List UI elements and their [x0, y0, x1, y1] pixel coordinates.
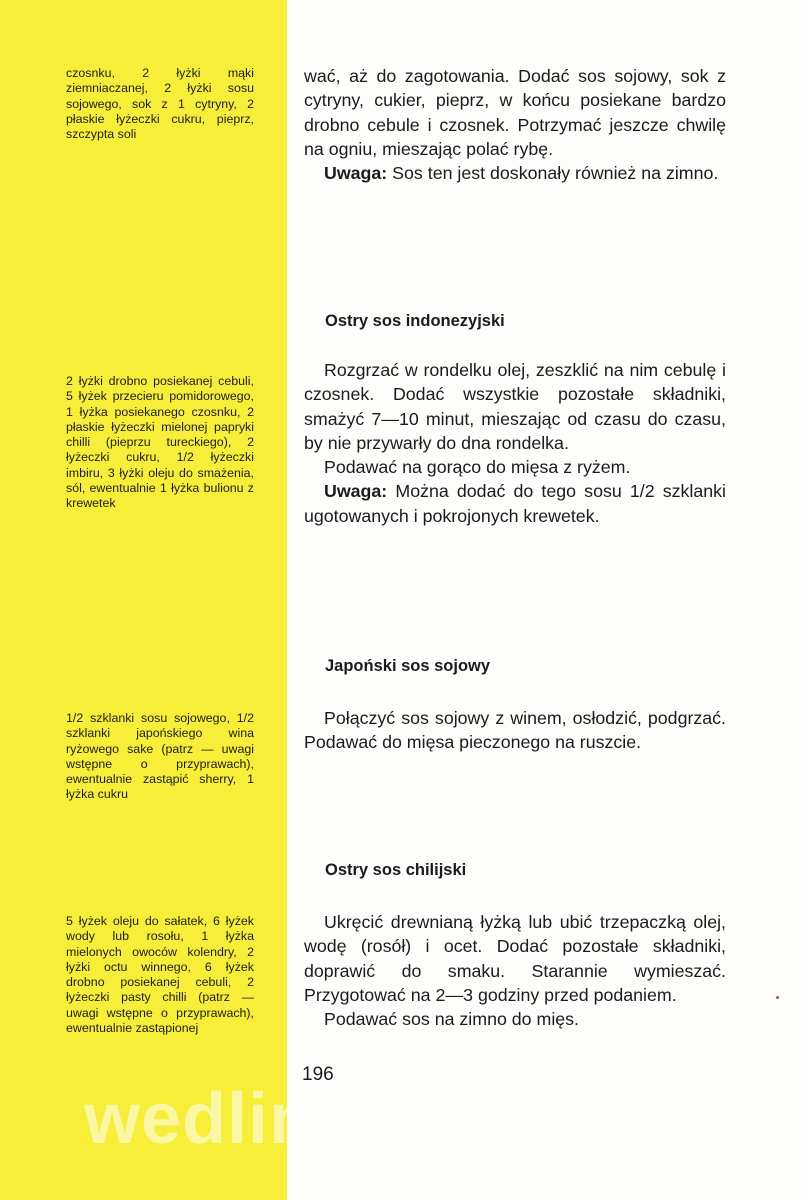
print-speck [776, 996, 779, 999]
indonesian-paragraph-1: Rozgrzać w rondelku olej, zeszklić na nim cebulę i czosnek. Dodać wszystkie pozostałe składniki, smażyć 7—10 minut, mieszając od czasu do czasu, by nie przywarły do dna rondelka. [304, 360, 726, 453]
chilean-ingredients: 5 łyżek oleju do sałatek, 6 łyżek wody lub rosołu, 1 łyżka mielonych owoców kolendry, 2 łyżki octu winnego, 6 łyżek drobno posiekanej cebuli, 2 łyżeczki pasty chilli (patrz — uwagi wstępne o przyprawach), ewentualnie zastąpionej [66, 914, 254, 1036]
intro-paragraph: wać, aż do zagotowania. Dodać sos sojowy, sok z cytryny, cukier, pieprz, w końcu posiekane bardzo drobno cebule i czosnek. Potrzymać jeszcze chwilę na ogniu, mieszając polać rybę. [304, 66, 726, 159]
note-text: Można dodać do tego sosu 1/2 szklanki ugotowanych i pokrojonych krewetek. [304, 481, 726, 526]
chilean-paragraph-2: Podawać sos na zimno do mięs. [324, 1009, 579, 1030]
note-label: Uwaga: [324, 481, 388, 502]
japanese-ingredients: 1/2 szklanki sosu sojowego, 1/2 szklanki japońskiego wina ryżowego sake (patrz — uwagi wstępne o przyprawach), ewentualnie zastąpić sherry, 1 łyżka cukru [66, 711, 254, 802]
note-label: Uwaga: [324, 163, 388, 184]
indonesian-text [304, 358, 726, 528]
japanese-paragraph: Połączyć sos sojowy z winem, osłodzić, podgrzać. Podawać do mięsa pieczonego na ruszcie. [304, 708, 726, 753]
intro-note [304, 161, 726, 185]
chilean-text [304, 910, 726, 1031]
recipe-title-japanese: Japoński sos sojowy [325, 657, 491, 675]
indonesian-paragraph-2: Podawać na gorąco do mięsa z ryżem. [324, 457, 631, 478]
note-text: Sos ten jest doskonały również na zimno. [387, 163, 719, 184]
indonesian-ingredients: 2 łyżki drobno posiekanej cebuli, 5 łyżek przecieru pomidorowego, 1 łyżka posiekanego czosnku, 2 płaskie łyżeczki mielonej papryki chilli (pieprzu tureckiego), 2 łyżeczki cukru, 1/2 łyżeczki imbiru, 3 łyżki oleju do smażenia, sól, ewentualnie 1 łyżka bulionu z krewetek [66, 374, 254, 511]
intro-text [304, 64, 726, 185]
watermark: wedlinydomowe.pl [84, 1079, 741, 1159]
chilean-paragraph-1: Ukręcić drewnianą łyżką lub ubić trzepaczką olej, wodę (rosół) i ocet. Dodać pozostałe składniki, doprawić do smaku. Starannie wymieszać. Przygotować na 2—3 godziny przed podaniem. [304, 912, 726, 1005]
page-number: 196 [302, 1064, 334, 1085]
japanese-text [304, 706, 726, 755]
intro-ingredients: czosnku, 2 łyżki mąki ziemniaczanej, 2 łyżki sosu sojowego, sok z 1 cytryny, 2 płaskie łyżeczki cukru, pieprz, szczypta soli [66, 66, 254, 142]
recipe-title-indonesian: Ostry sos indonezyjski [325, 312, 505, 330]
recipe-title-chilean: Ostry sos chilijski [325, 861, 467, 879]
indonesian-note [304, 479, 726, 528]
